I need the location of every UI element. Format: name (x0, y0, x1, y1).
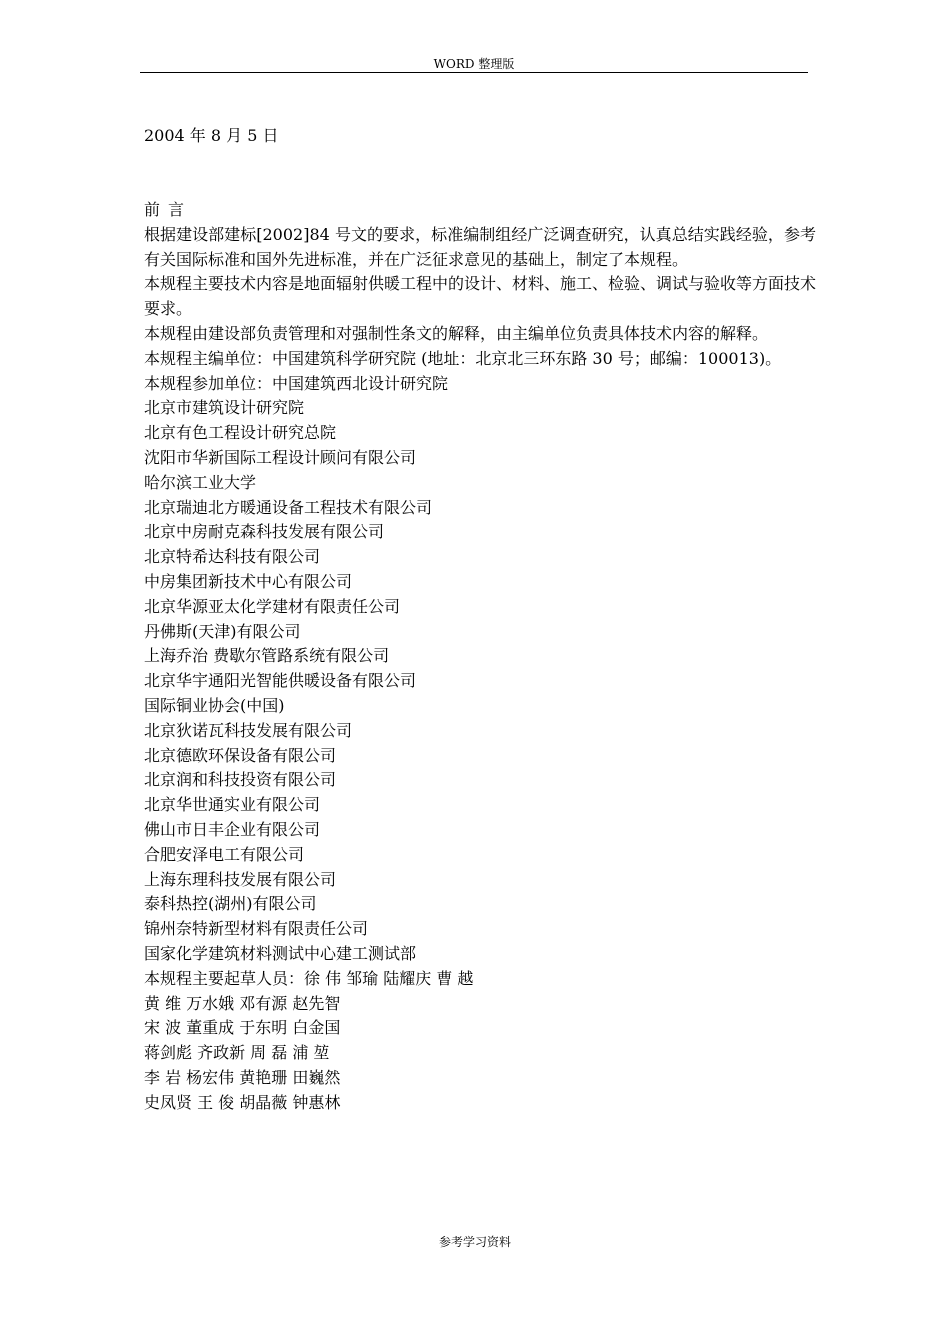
preface-paragraph: 本规程主要技术内容是地面辐射供暖工程中的设计、材料、施工、检验、调试与验收等方面技术要求。 (144, 274, 817, 319)
participant-unit: 北京润和科技投资有限公司 (144, 770, 337, 790)
participant-unit: 上海东理科技发展有限公司 (144, 869, 337, 889)
drafters-line: 蒋剑彪 齐政新 周 磊 浦 堃 (144, 1043, 330, 1063)
drafters-line: 黄 维 万水娥 邓有源 赵先智 (144, 993, 341, 1013)
participant-unit: 佛山市日丰企业有限公司 (144, 819, 321, 839)
participant-unit: 国际铜业协会(中国) (144, 695, 285, 715)
participant-unit: 北京华宇通阳光智能供暖设备有限公司 (144, 671, 417, 691)
drafters-line: 李 岩 杨宏伟 黄艳珊 田巍然 (144, 1067, 341, 1087)
participant-unit: 国家化学建筑材料测试中心建工测试部 (144, 943, 417, 963)
drafters-line: 宋 波 董重成 于东明 白金国 (144, 1018, 341, 1038)
participant-unit: 北京狄诺瓦科技发展有限公司 (144, 720, 353, 740)
participant-unit: 北京中房耐克森科技发展有限公司 (144, 522, 385, 542)
participant-unit: 哈尔滨工业大学 (144, 472, 257, 492)
participant-unit: 上海乔治 费歇尔管路系统有限公司 (144, 646, 390, 666)
participant-unit: 锦州奈特新型材料有限责任公司 (144, 919, 369, 939)
drafters-line: 史凤贤 王 俊 胡晶薇 钟惠林 (144, 1092, 341, 1112)
page-header-title: WORD 整理版 (433, 57, 515, 71)
preface-section (144, 198, 816, 1115)
participant-unit: 泰科热控(湖州)有限公司 (144, 894, 317, 914)
preface-paragraph: 本规程主编单位：中国建筑科学研究院 (地址：北京北三环东路 30 号；邮编：100013)。 (144, 348, 782, 368)
participant-unit: 北京特希达科技有限公司 (144, 547, 321, 567)
document-date: 2004 年 8 月 5 日 (144, 126, 279, 145)
participant-unit: 北京华源亚太化学建材有限责任公司 (144, 596, 401, 616)
header-rule (140, 72, 808, 73)
participant-unit: 北京瑞迪北方暖通设备工程技术有限公司 (144, 497, 433, 517)
participant-unit: 北京德欧环保设备有限公司 (144, 745, 337, 765)
participant-unit: 合肥安泽电工有限公司 (144, 844, 305, 864)
participant-unit: 本规程参加单位：中国建筑西北设计研究院 (144, 373, 449, 393)
participant-unit: 沈阳市华新国际工程设计顾问有限公司 (144, 447, 417, 467)
page-footer: 参考学习资料 (438, 1235, 511, 1249)
participant-unit: 北京华世通实业有限公司 (144, 795, 321, 815)
preface-heading: 前言 (144, 200, 193, 219)
drafters-line: 本规程主要起草人员：徐 伟 邹瑜 陆耀庆 曹 越 (144, 968, 474, 988)
participant-unit: 北京有色工程设计研究总院 (144, 423, 337, 443)
participant-unit: 丹佛斯(天津)有限公司 (144, 621, 301, 641)
preface-paragraph: 根据建设部建标[2002]84 号文的要求，标准编制组经广泛调查研究，认真总结实践经验，参考有关国际标准和国外先进标准，并在广泛征求意见的基础上，制定了本规程。 (144, 224, 816, 269)
participant-unit: 中房集团新技术中心有限公司 (144, 571, 353, 591)
participant-unit: 北京市建筑设计研究院 (144, 398, 305, 418)
preface-paragraph: 本规程由建设部负责管理和对强制性条文的解释，由主编单位负责具体技术内容的解释。 (144, 323, 769, 343)
